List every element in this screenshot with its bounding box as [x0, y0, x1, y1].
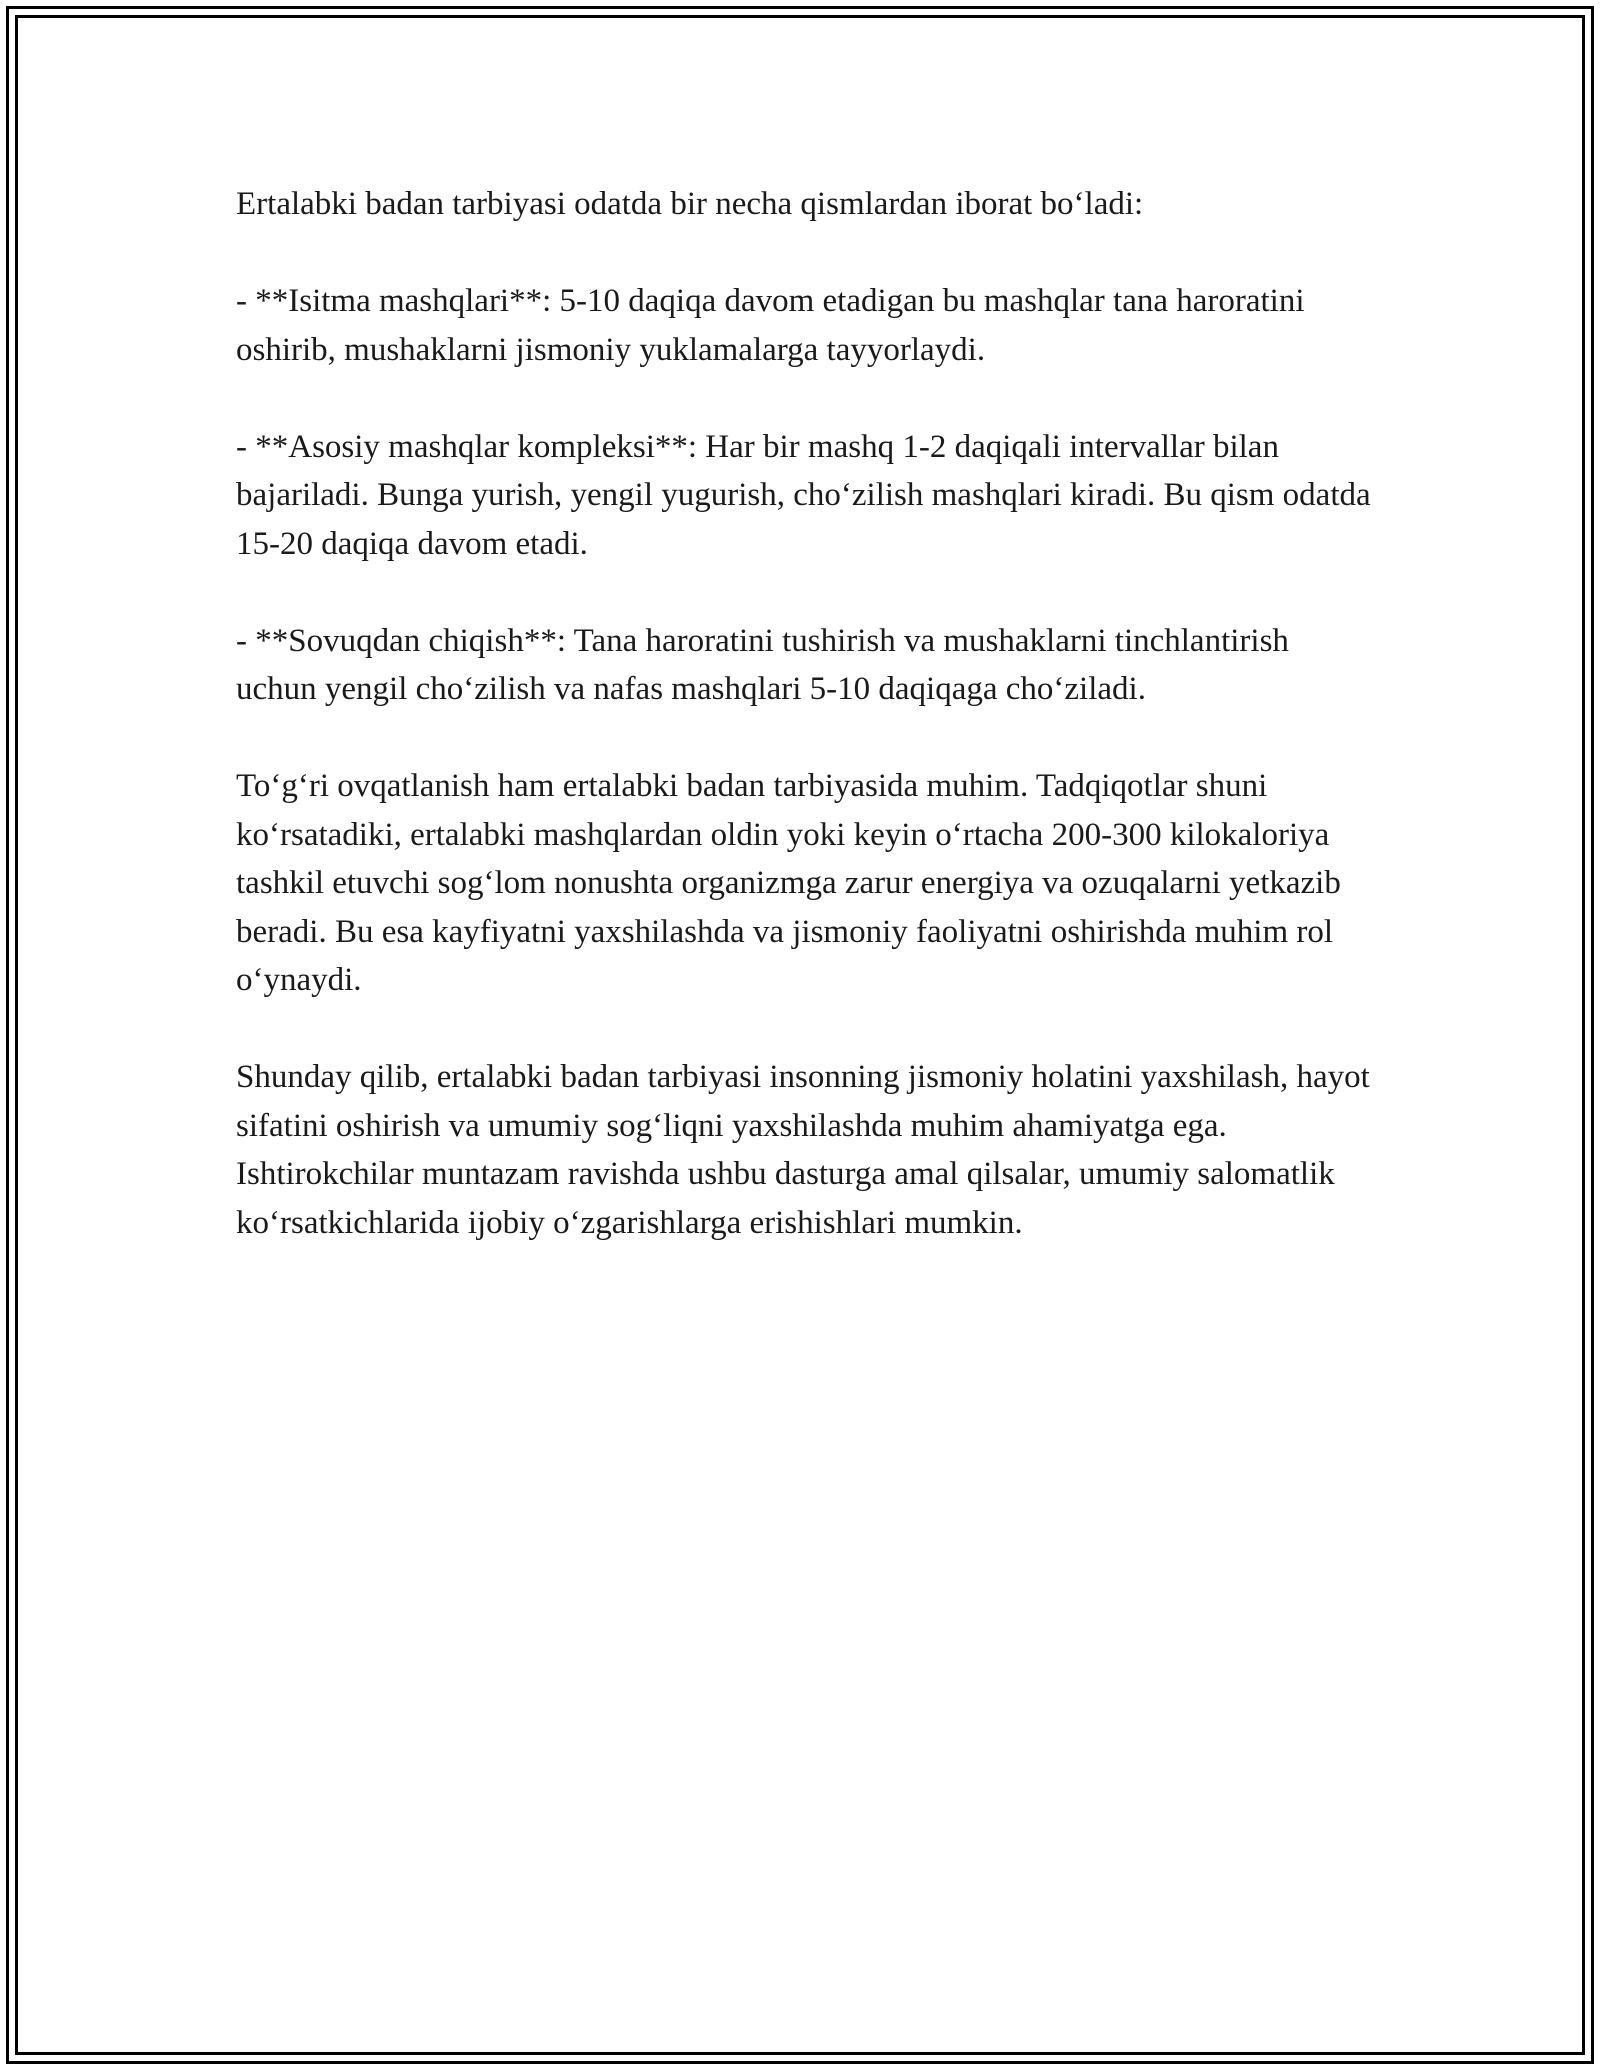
intro-paragraph: Ertalabki badan tarbiyasi odatda bir necha qismlardan iborat bo‘ladi: — [236, 186, 1144, 222]
document-body — [236, 180, 1376, 1296]
list-item-cooldown: - **Sovuqdan chiqish**: Tana haroratini tushirish va mushaklarni tinchlantirish uchun yengil cho‘zilish va nafas mashqlari 5-10 daqiqaga cho‘ziladi. — [236, 622, 1289, 707]
conclusion-paragraph: Shunday qilib, ertalabki badan tarbiyasi insonning jismoniy holatini yaxshilash, hayot sifatini oshirish va umumiy sog‘liqni yaxshilashda muhim ahamiyatga ega. Ishtirokchilar muntazam ravishda ushbu dasturga amal qilsalar, umumiy salomatlik ko‘rsatkichlarida ijobiy o‘zgarishlarga erishishlari mumkin. — [236, 1059, 1370, 1241]
list-item-main-exercises: - **Asosiy mashqlar kompleksi**: Har bir mashq 1-2 daqiqali intervallar bilan bajariladi. Bunga yurish, yengil yugurish, cho‘zilish mashqlari kiradi. Bu qism odatda 15-20 daqiqa davom etadi. — [236, 428, 1371, 562]
nutrition-paragraph: To‘g‘ri ovqatlanish ham ertalabki badan tarbiyasida muhim. Tadqiqotlar shuni ko‘rsatadiki, ertalabki mashqlardan oldin yoki keyin o‘rtacha 200-300 kilokaloriya tashkil etuvchi sog‘lom nonushta organizmga zarur energiya va ozuqalarni yetkazib beradi. Bu esa kayfiyatni yaxshilashda va jismoniy faoliyatni oshirishda muhim rol o‘ynaydi. — [236, 768, 1341, 998]
list-item-warmup: - **Isitma mashqlari**: 5-10 daqiqa davom etadigan bu mashqlar tana haroratini oshirib, mushaklarni jismoniy yuklamalarga tayyorlaydi. — [236, 283, 1305, 368]
